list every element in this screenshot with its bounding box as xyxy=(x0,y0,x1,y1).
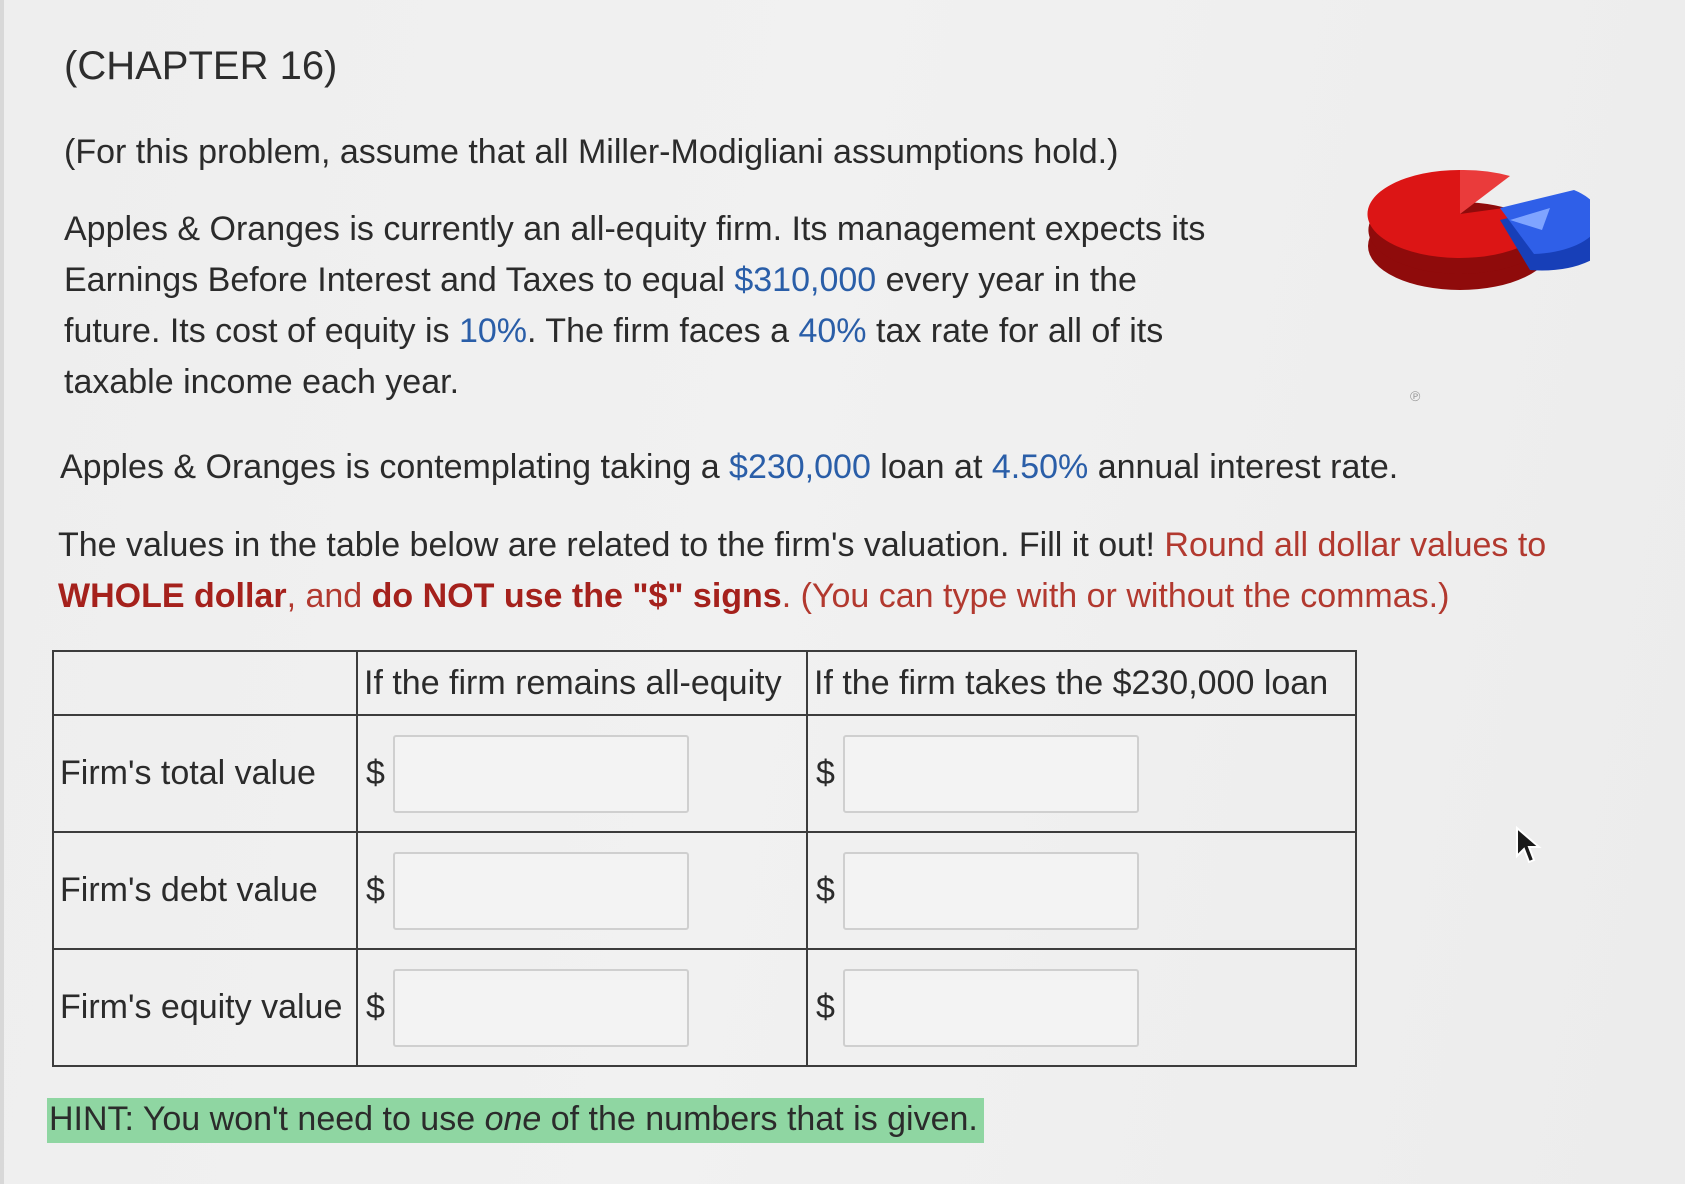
table-corner-cell xyxy=(53,651,357,715)
row-label-debt-value: Firm's debt value xyxy=(53,832,357,949)
valuation-table xyxy=(52,650,1357,1067)
table-header-row xyxy=(53,651,1356,715)
paragraph-1-line-4: taxable income each year. xyxy=(64,363,460,401)
row-label-total-value: Firm's total value xyxy=(53,715,357,832)
equity-value-levered-input[interactable] xyxy=(843,969,1139,1047)
mouse-cursor-icon xyxy=(1515,826,1543,866)
dollar-sign: $ xyxy=(366,871,385,909)
dollar-sign: $ xyxy=(816,988,835,1026)
dollar-sign: $ xyxy=(816,754,835,792)
paragraph-1-line-3: future. Its cost of equity is 10%. The firm faces a 40% tax rate for all of its xyxy=(64,312,1164,350)
ebit-value: $310,000 xyxy=(734,261,877,299)
table-row-equity-value xyxy=(53,949,1356,1066)
cell-total-value-levered xyxy=(807,715,1356,832)
interest-rate: 4.50% xyxy=(991,448,1089,486)
cell-total-value-all-equity xyxy=(357,715,807,832)
paragraph-1-line-1: Apples & Oranges is currently an all-equity firm. Its management expects its xyxy=(64,210,1206,248)
debt-value-levered-input[interactable] xyxy=(843,852,1139,930)
scan-speck: ℗ xyxy=(1410,388,1421,404)
table-row-total-value xyxy=(53,715,1356,832)
dollar-sign: $ xyxy=(366,754,385,792)
cell-equity-value-levered xyxy=(807,949,1356,1066)
cell-debt-value-all-equity xyxy=(357,832,807,949)
problem-paragraph-3 xyxy=(58,520,1546,622)
problem-paragraph-1 xyxy=(64,204,1205,408)
paragraph-3-line-2: WHOLE dollar, and do NOT use the "$" signs. (You can type with or without the commas.) xyxy=(58,577,1450,615)
tax-rate-value: 40% xyxy=(798,312,867,350)
total-value-all-equity-input[interactable] xyxy=(393,735,689,813)
equity-value-all-equity-input[interactable] xyxy=(393,969,689,1047)
row-label-equity-value: Firm's equity value xyxy=(53,949,357,1066)
paragraph-3-line-1: The values in the table below are related to the firm's valuation. Fill it out! Round all dollar values to xyxy=(58,526,1547,564)
chapter-title: (CHAPTER 16) xyxy=(64,44,338,88)
dollar-sign: $ xyxy=(366,988,385,1026)
cell-equity-value-all-equity xyxy=(357,949,807,1066)
table-row-debt-value xyxy=(53,832,1356,949)
debt-value-all-equity-input[interactable] xyxy=(393,852,689,930)
cost-of-equity-value: 10% xyxy=(458,312,528,350)
problem-paragraph-2: Apples & Oranges is contemplating taking a $230,000 loan at 4.50% annual interest rate. xyxy=(60,448,1399,486)
total-value-levered-input[interactable] xyxy=(843,735,1139,813)
hint-text: HINT: You won't need to use one of the numbers that is given. xyxy=(47,1098,984,1143)
rounding-instruction: Round all dollar values to xyxy=(1164,526,1547,564)
column-header-all-equity: If the firm remains all-equity xyxy=(357,651,807,715)
assumption-text: (For this problem, assume that all Miller-Modigliani assumptions hold.) xyxy=(64,133,1119,171)
pie-chart-icon xyxy=(1360,150,1590,300)
cell-debt-value-levered xyxy=(807,832,1356,949)
loan-amount: $230,000 xyxy=(729,448,871,486)
paragraph-1-line-2: Earnings Before Interest and Taxes to equal $310,000 every year in the xyxy=(64,261,1137,299)
page-edge xyxy=(0,0,4,1184)
column-header-levered: If the firm takes the $230,000 loan xyxy=(807,651,1356,715)
dollar-sign: $ xyxy=(816,871,835,909)
